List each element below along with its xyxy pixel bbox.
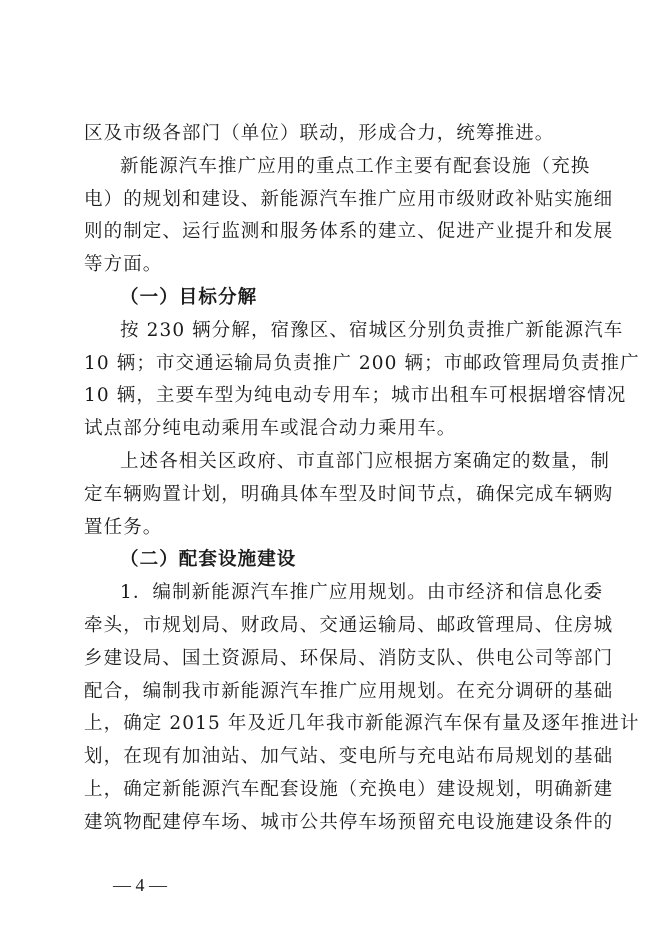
text-line: 1．编制新能源汽车推广应用规划。由市经济和信息化委 <box>120 582 604 604</box>
text-line: 配合，编制我市新能源汽车推广应用规划。在充分调研的基础 <box>84 680 614 702</box>
text-line: 按 230 辆分解，宿豫区、宿城区分别负责推广新能源汽车 <box>120 319 624 341</box>
text-line: 划，在现有加油站、加气站、变电所与充电站布局规划的基础 <box>84 746 614 768</box>
text-line: 10 辆，主要车型为纯电动专用车；城市出租车可根据增容情况 <box>84 385 627 407</box>
text-line: 乡建设局、国土资源局、环保局、消防支队、供电公司等部门 <box>84 647 614 669</box>
page-number: — 4 — <box>113 875 167 895</box>
text-line: 试点部分纯电动乘用车或混合动力乘用车。 <box>84 418 457 440</box>
text-line: 牵头，市规划局、财政局、交通运输局、邮政管理局、住房城 <box>84 614 614 636</box>
text-line: 新能源汽车推广应用的重点工作主要有配套设施（充换 <box>120 155 591 177</box>
text-line: 区及市级各部门（单位）联动，形成合力，统筹推进。 <box>84 123 555 144</box>
document-body <box>84 118 640 840</box>
section-heading: （一）目标分解 <box>120 286 258 308</box>
text-line: 上，确定新能源汽车配套设施（充换电）建设规划，明确新建 <box>84 778 614 800</box>
text-line: 上，确定 2015 年及近几年我市新能源汽车保有量及逐年推进计 <box>84 713 640 735</box>
text-line: 置任务。 <box>84 516 163 538</box>
text-line: 等方面。 <box>84 254 163 276</box>
section-heading: （二）配套设施建设 <box>120 549 297 571</box>
text-line: 建筑物配建停车场、城市公共停车场预留充电设施建设条件的 <box>84 811 614 833</box>
text-line: 10 辆；市交通运输局负责推广 200 辆；市邮政管理局负责推广 <box>84 352 640 374</box>
text-line: 电）的规划和建设、新能源汽车推广应用市级财政补贴实施细 <box>84 188 614 210</box>
text-line: 则的制定、运行监测和服务体系的建立、促进产业提升和发展 <box>84 221 614 243</box>
text-line: 定车辆购置计划，明确具体车型及时间节点，确保完成车辆购 <box>84 483 614 505</box>
text-line: 上述各相关区政府、市直部门应根据方案确定的数量，制 <box>120 450 611 472</box>
